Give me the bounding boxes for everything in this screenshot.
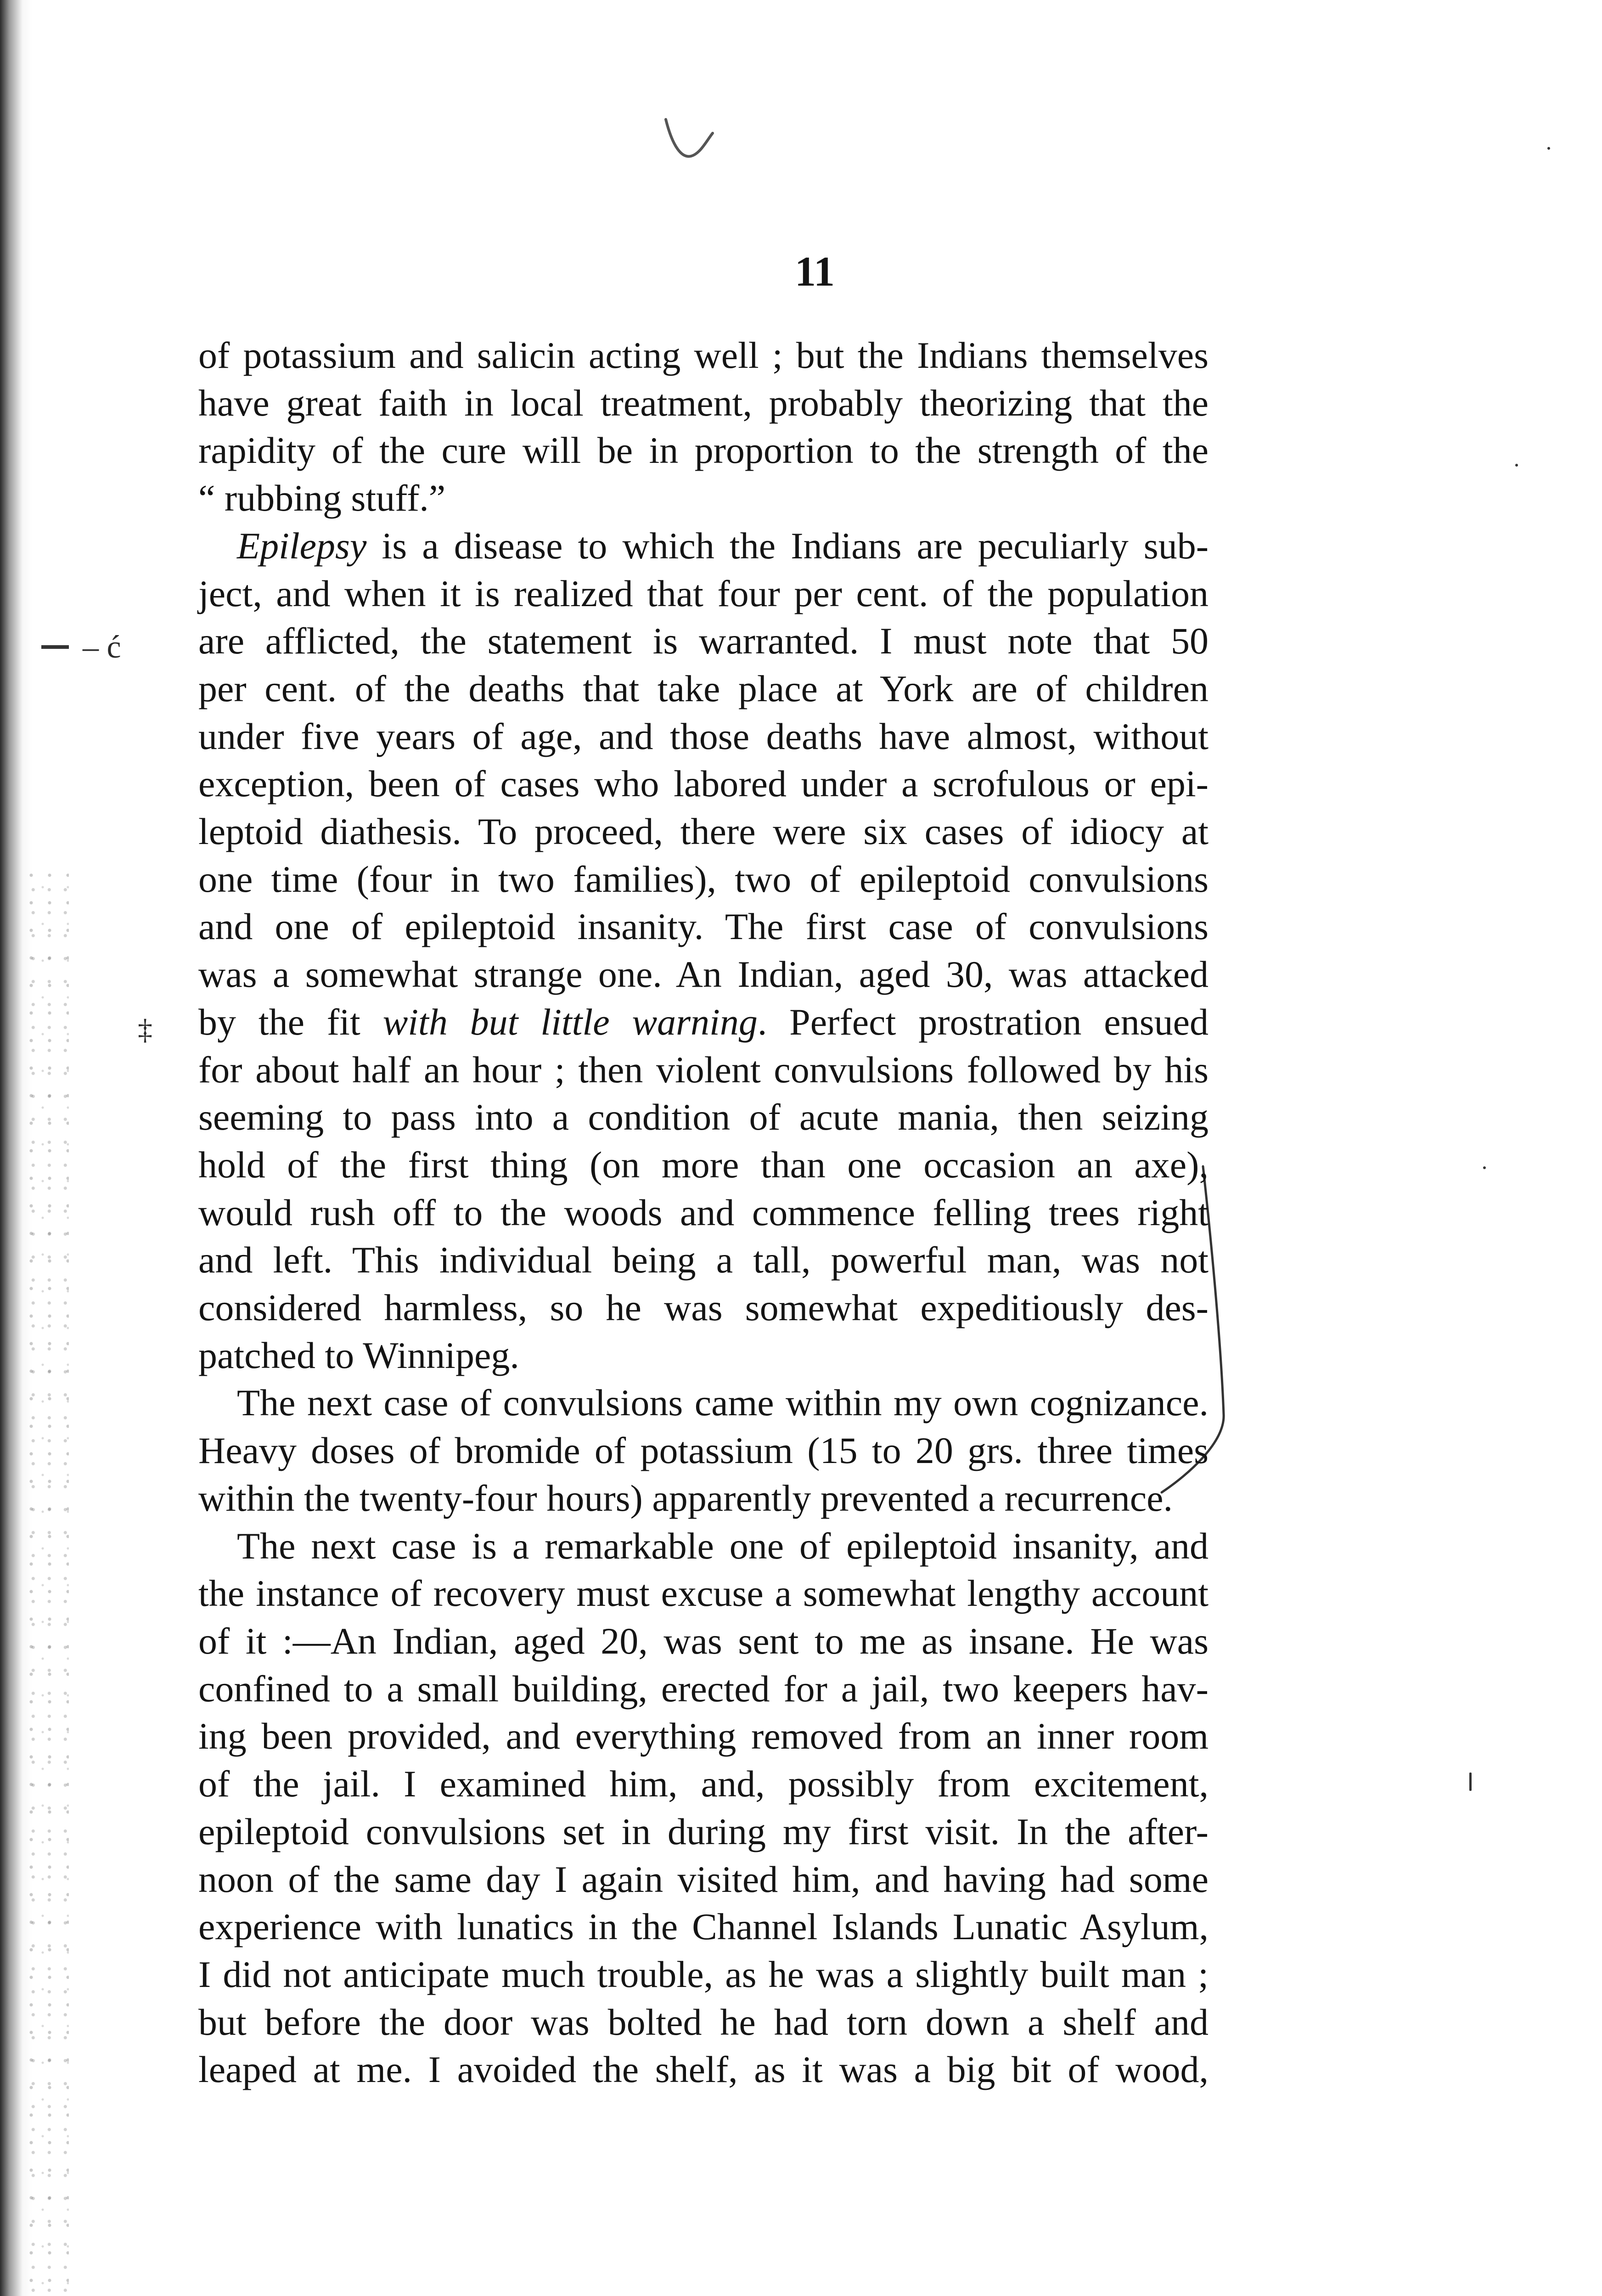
text-line: one time (four in two families), two of epileptoid convulsions [198,858,1209,900]
text-line: leaped at me. I avoided the shelf, as it was a big bit of wood, [198,2048,1209,2091]
text-line: within the twenty-four hours) apparently prevented a recurrence. [198,1477,1173,1519]
margin-annotation: – ć [83,630,121,665]
text-line: are afflicted, the statement is warranted. I must note that 50 [198,620,1209,662]
text-line: of the jail. I examined him, and, possibly from excitement, [198,1763,1209,1805]
dust-speck [1515,464,1518,467]
text-line: of potassium and salicin acting well ; but the Indians themselves [198,334,1209,376]
margin-dash-mark [41,645,69,649]
text-line: but before the door was bolted he had torn down a shelf and [198,2001,1209,2043]
text-line: the instance of recovery must excuse a somewhat lengthy account [198,1572,1209,1615]
text-line: under five years of age, and those deaths have almost, without [198,715,1209,757]
text-line: ject, and when it is realized that four per cent. of the population [198,572,1209,614]
text-line: patched to Winnipeg. [198,1334,519,1376]
text-line: Heavy doses of bromide of potassium (15 to 20 grs. three times [198,1429,1209,1472]
text-line: would rush off to the woods and commence felling trees right [198,1191,1209,1233]
page-number: 11 [795,248,835,295]
text-line-rest: is a disease to which the Indians are peculiarly sub- [382,524,1209,567]
text-line: experience with lunatics in the Channel Islands Lunatic Asylum, [198,1906,1209,1948]
text-line [198,522,1209,570]
binding-speckles [28,872,69,2296]
dust-speck [1547,147,1550,150]
italic-epilepsy: Epilepsy [237,524,367,567]
text-line: seeming to pass into a condition of acute mania, then seizing [198,1096,1209,1138]
text-line: leptoid diathesis. To proceed, there were six cases of idiocy at [198,810,1209,853]
pencil-check-mark [661,115,716,165]
body-text [198,332,1209,2093]
text-line: of it :—An Indian, aged 20, was sent to me as insane. He was [198,1620,1209,1662]
text-line: rapidity of the cure will be in proportion to the strength of the [198,429,1209,472]
text-line: The next case of convulsions came within my own cognizance. [237,1382,1209,1424]
text-line [198,998,1209,1046]
text-line: epileptoid convulsions set in during my first visit. In the after- [198,1810,1209,1852]
text-line: “ rubbing stuff.” [198,477,446,519]
text-line: The next case is a remarkable one of epileptoid insanity, and [237,1525,1209,1567]
dust-speck [1469,1773,1472,1791]
text-line: was a somewhat strange one. An Indian, aged 30, was attacked [198,953,1209,996]
text-line: and one of epileptoid insanity. The first case of convulsions [198,906,1209,948]
text-line: per cent. of the deaths that take place at York are of children [198,667,1209,709]
text-line: confined to a small building, erected for a jail, two keepers hav- [198,1667,1209,1710]
text-line: exception, been of cases who labored under a scrofulous or epi- [198,763,1209,805]
text-line-start: by the fit [198,1001,360,1043]
text-line: hold of the first thing (on more than one occasion an axe), [198,1143,1209,1186]
text-line: considered harmless, so he was somewhat expeditiously des- [198,1287,1209,1329]
text-line: and left. This individual being a tall, powerful man, was not [198,1239,1209,1281]
dust-speck [1483,1166,1486,1169]
text-line: I did not anticipate much trouble, as he was a slightly built man ; [198,1953,1209,1995]
italic-warning: with but little warning [382,1001,758,1043]
text-line: noon of the same day I again visited him, and having had some [198,1858,1209,1900]
margin-fit-mark: ‡ [138,1013,152,1046]
text-line: for about half an hour ; then violent convulsions followed by his [198,1048,1209,1091]
text-line-rest: . Perfect prostration ensued [757,1001,1209,1043]
text-line: have great faith in local treatment, probably theorizing that the [198,382,1209,424]
text-line: ing been provided, and everything removed from an inner room [198,1715,1209,1757]
